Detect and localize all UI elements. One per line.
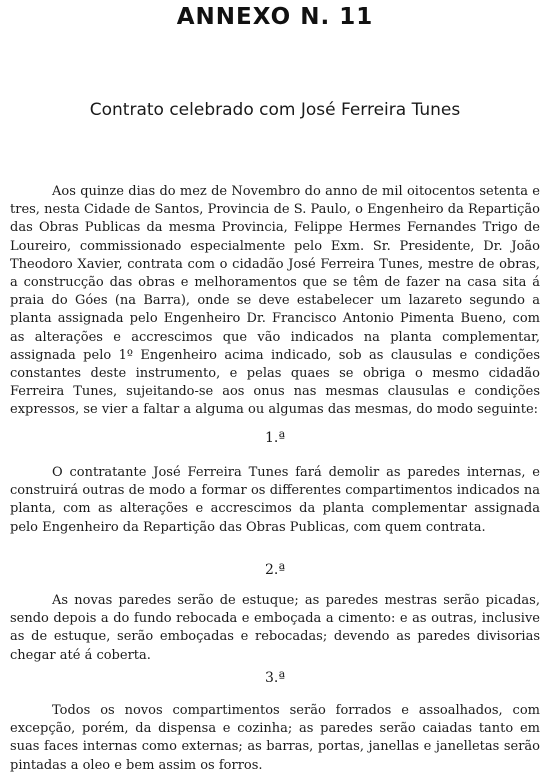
clause-text-3: Todos os novos compartimentos serão forrados e assoalhados, com excepção, porém, da dispensa e cozinha; as paredes serão caiadas tanto em suas faces internas como externas; as barras, portas, janellas e janelletas serão pintadas a oleo e bem assim os forros. xyxy=(10,703,540,773)
clause-number-3: 3.ª xyxy=(264,670,285,686)
clause-paragraph-3 xyxy=(10,702,540,775)
intro-text: Aos quinze dias do mez de Novembro do anno de mil oitocentos setenta e tres, nesta Cidade de Santos, Provincia de S. Paulo, o Engenheiro da Repartição das Obras Publicas da mesma Provincia, Felippe Hermes Fernandes Trigo de Loureiro, commissionado especialmente pelo Exm. Sr. Presidente, Dr. João Theodoro Xavier, contrata com o cidadão José Ferreira Tunes, mestre de obras, a construcção das obras e melhoramentos que se têm de fazer na casa sita á praia do Góes (na Barra), onde se deve estabelecer um lazareto segundo a planta assignada pelo Engenheiro Dr. Francisco Antonio Pimenta Bueno, com as alterações e accrescimos que vão indicados na planta complementar, assignada pelo 1º Engenheiro acima indicado, sob as clausulas e condições constantes deste instrumento, e pelas quaes se obriga o mesmo cidadão Ferreira Tunes, sujeitando-se aos onus nas mesmas clausulas e condições expressos, se vier a faltar a alguma ou algumas das mesmas, do modo seguinte: xyxy=(10,184,540,418)
clause-paragraph-1 xyxy=(10,464,540,537)
contract-title: Contrato celebrado com José Ferreira Tunes xyxy=(89,100,461,120)
clause-text-2: As novas paredes serão de estuque; as paredes mestras serão picadas, sendo depois a do fundo rebocada e emboçada a cimento: e as outras, inclusive as de estuque, serão emboçadas e rebocadas; devendo as paredes divisorias chegar até á coberta. xyxy=(10,593,540,663)
clause-number-2: 2.ª xyxy=(264,562,285,578)
clause-number-1: 1.ª xyxy=(264,430,285,446)
annex-title: ANNEXO N. 11 xyxy=(176,4,374,30)
clause-text-1: O contratante José Ferreira Tunes fará demolir as paredes internas, e construirá outras de modo a formar os differentes compartimentos indicados na planta, com as alterações e accrescimos da planta complementar assignada pelo Engenheiro da Repartição das Obras Publicas, com quem contrata. xyxy=(10,465,540,535)
clause-paragraph-2 xyxy=(10,592,540,665)
intro-paragraph xyxy=(10,183,540,420)
